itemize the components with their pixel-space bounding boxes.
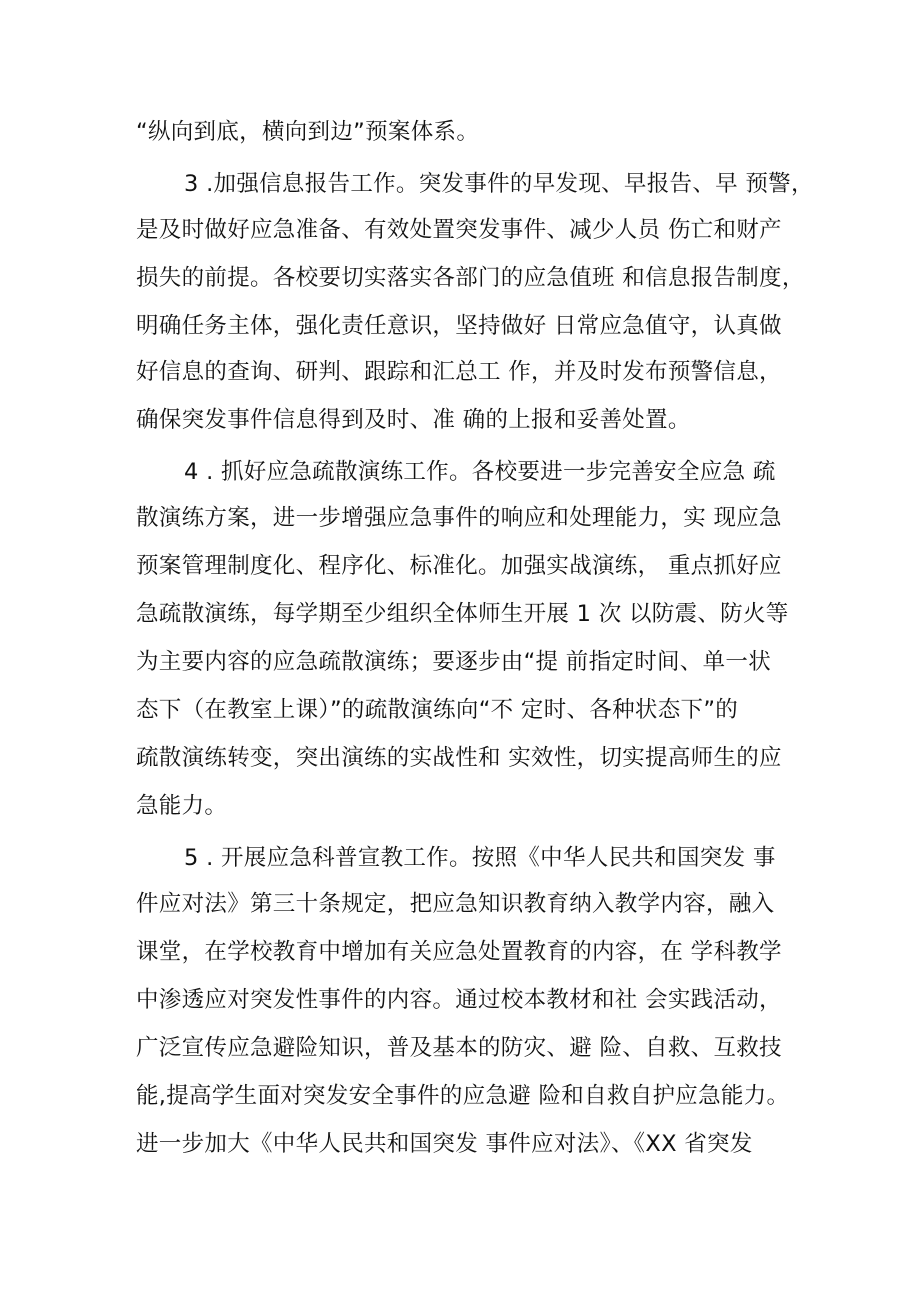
text-line-18: 课堂，在学校教育中增加有关应急处置教育的内容，在 学科教学 [136, 939, 782, 965]
text-line-20: 广泛宣传应急避险知识，普及基本的防灾、避 险、自救、互救技 [136, 1035, 782, 1061]
text-line-1: “纵向到底，横向到边”预案体系。 [136, 119, 480, 145]
text-line-15: 急能力。 [136, 793, 228, 819]
text-line-14: 疏散演练转变，突出演练的实战性和 实效性，切实提高师生的应 [136, 745, 782, 771]
text-line-5: 明确任务主体，强化责任意识，坚持做好 日常应急值守，认真做 [136, 313, 782, 339]
text-line-13: 态下（在教室上课）”的疏散演练向“不 定时、各种状态下”的 [136, 697, 739, 723]
text-line-6: 好信息的查询、研判、跟踪和汇总工 作，并及时发布预警信息， [136, 359, 782, 385]
text-line-2: 3 .加强信息报告工作。突发事件的早发现、早报告、早 预警， [184, 171, 814, 197]
text-line-12: 为主要内容的应急疏散演练；要逐步由“提 前指定时间、单一状 [136, 649, 772, 675]
text-line-7: 确保突发事件信息得到及时、准 确的上报和妥善处置。 [136, 407, 691, 433]
text-line-17: 件应对法》第三十条规定，把应急知识教育纳入教学内容，融入 [136, 891, 775, 917]
text-line-9: 散演练方案，进一步增强应急事件的响应和处理能力，实 现应急 [136, 505, 782, 531]
text-line-19: 中渗透应对突发性事件的内容。通过校本教材和社 会实践活动， [136, 987, 782, 1013]
text-line-10: 预案管理制度化、程序化、标准化。加强实战演练， 重点抓好应 [136, 553, 782, 579]
text-line-21: 能,提高学生面对突发安全事件的应急避 险和自救自护应急能力。 [136, 1083, 790, 1109]
text-line-8: 4 . 抓好应急疏散演练工作。各校要进一步完善安全应急 疏 [184, 459, 776, 485]
text-line-11: 急疏散演练，每学期至少组织全体师生开展 1 次 以防震、防火等 [136, 601, 789, 627]
text-line-16: 5 . 开展应急科普宣教工作。按照《中华人民共和国突发 事 [184, 845, 776, 871]
text-line-4: 损失的前提。各校要切实落实各部门的应急值班 和信息报告制度， [136, 265, 805, 291]
text-line-3: 是及时做好应急准备、有效处置突发事件、减少人员 伤亡和财产 [136, 217, 782, 243]
text-line-22: 进一步加大《中华人民共和国突发 事件应对法》、《XX 省突发 [136, 1131, 753, 1157]
